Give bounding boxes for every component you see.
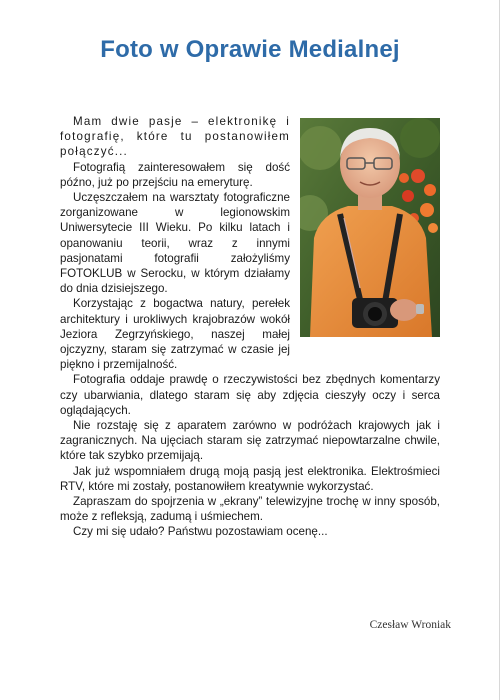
paragraph-invitation: Zapraszam do spojrzenia w „ekrany” telewizyjne trochę w inny sposób, może z refleksją, zadumą i uśmiechem. (60, 495, 440, 524)
paragraph-workshops: Uczęszczałem na warsztaty fotograficzne zorganizowane w legionowskim Uniwersytecie III Wieku. Po kilku latach i opanowaniu teorii, wraz z innymi pasjonatami fotografii założyliśmy FOTOKLUB w Serocku, w którym działamy do dnia dzisiejszego. (60, 191, 290, 296)
paragraph-travel: Nie rozstaję się z aparatem zarówno w podróżach krajowych jak i zagranicznych. Na ujęciach staram się zatrzymać niepowtarzalne chwile, które tak szybko przemijają. (60, 419, 440, 463)
article-body (60, 114, 440, 540)
page-title: Foto w Oprawie Medialnej (100, 36, 400, 63)
portrait-illustration (300, 118, 440, 337)
author-portrait-photo (300, 118, 440, 337)
paragraph-interest: Fotografią zainteresowałem się dość późno, już po przejściu na emeryturę. (60, 160, 290, 189)
paragraph-closing: Czy mi się udało? Państwu pozostawiam ocenę... (73, 525, 328, 539)
paragraph-intro: Mam dwie pasje – elektronikę i fotografię, które tu postanowiłem połączyć... (60, 115, 290, 159)
author-signature: Czesław Wroniak (369, 619, 451, 631)
paragraph-nature: Korzystając z bogactwa natury, perełek architektury i urokliwych krajobrazów wokół Jeziora Zegrzyńskiego, naszej małej ojczyzny, staram się zatrzymać w czasie jej piękno i przemijalność. (60, 297, 290, 372)
paragraph-truth: Fotografia oddaje prawdę o rzeczywistości bez zbędnych komentarzy czy ubarwiania, dlatego staram się aby zdjęcia cieszyły oczy i serca oglądających. (60, 373, 440, 417)
paragraph-electronics: Jak już wspomniałem drugą moją pasją jest elektronika. Elektrośmieci RTV, które mi zostały, postanowiłem kreatywnie wykorzystać. (60, 464, 440, 493)
